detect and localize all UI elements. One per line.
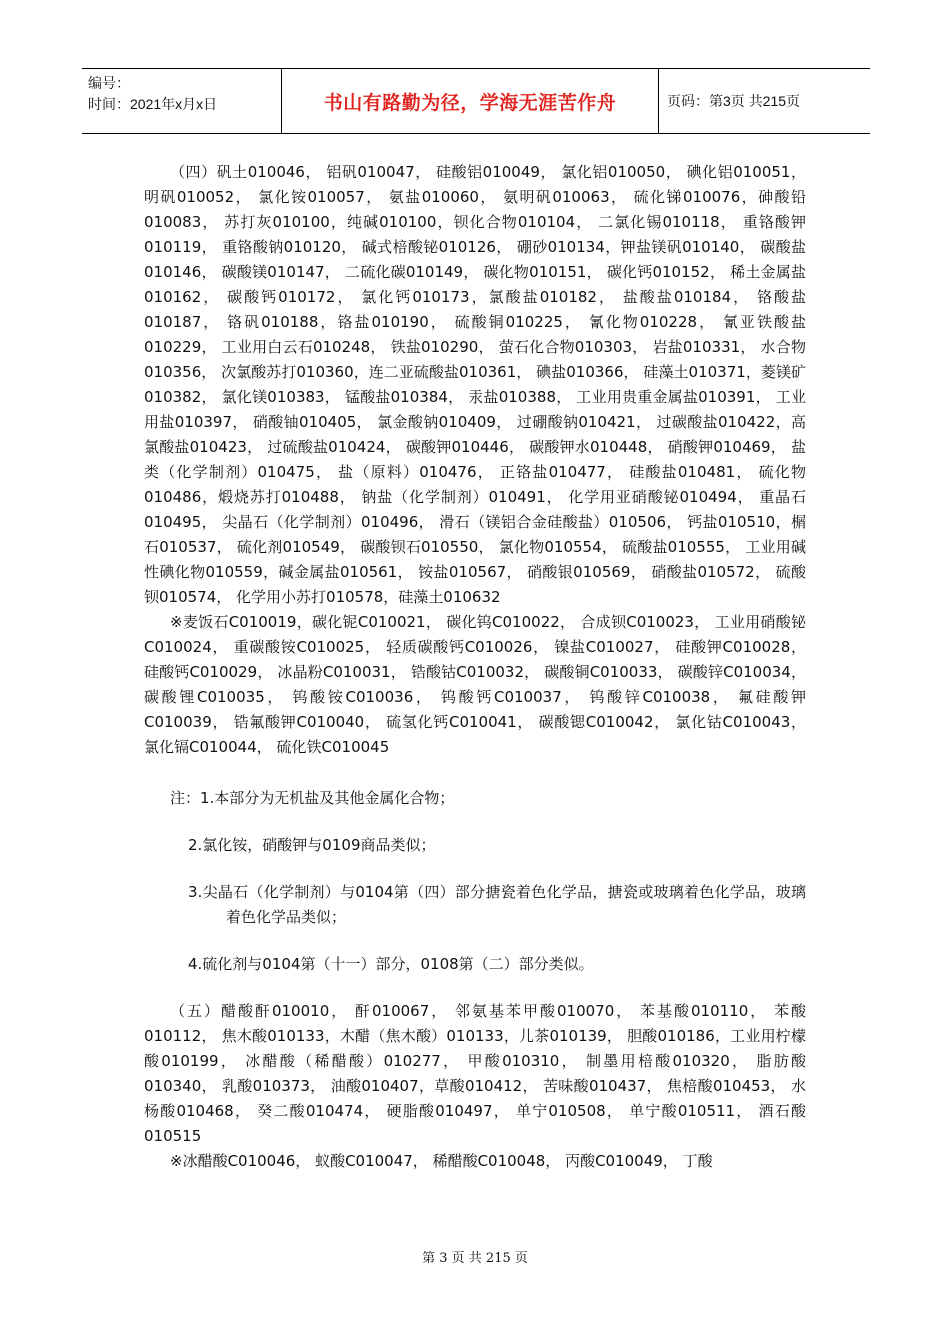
note-1: 注：1.本部分为无机盐及其他金属化合物； xyxy=(170,789,455,807)
note-3: 3.尖晶石（化学制剂）与0104第（四）部分搪瓷着色化学品，搪瓷或玻璃着色化学品，玻璃着色化学品类似； xyxy=(188,883,806,926)
header-meta-cell xyxy=(82,69,282,133)
note-4: 4.硫化剂与0104第（十一）部分，0108第（二）部分类似。 xyxy=(188,955,594,973)
doc-number-label: 编号： xyxy=(88,75,130,91)
section-4-special-paragraph: ※麦饭石C010019，碳化铌C010021， 碳化钨C010022， 合成钡C010023， 工业用硝酸铋C010024， 重碳酸铵C010025， 轻质碳酸钙C010026， 镍盐C010027， 硅酸钾C010028， 硅酸钙C010029， 冰晶粉C010031， 锆酸钴C010032， 碳酸铜C010033， 碳酸锌C010034， 碳酸锂C010035， 钨酸铵C010036， 钨酸钙C010037， 钨酸锌C010038， 氟硅酸钾C010039， 锆氟酸钾C010040， 硫氢化钙C010041， 碳酸锶C010042， 氯化钴C010043， 氯化镉C010044， 硫化铁C010045 xyxy=(144,613,806,756)
section-5-main-paragraph: （五）醋酸酐010010， 酐010067， 邻氨基苯甲酸010070， 苯基酸010110， 苯酸010112， 焦木酸010133，木醋（焦木酸）010133，儿茶010139， 胆酸010186，工业用柠檬酸010199， 冰醋酸（稀醋酸）010277， 甲酸010310， 制墨用棓酸010320， 脂肪酸010340， 乳酸010373， 油酸010407，草酸010412， 苦味酸010437， 焦棓酸010453， 水杨酸010468， 癸二酸010474， 硬脂酸010497， 单宁010508， 单宁酸010511， 酒石酸010515 xyxy=(144,1002,806,1145)
doc-date-label: 时间：2021年x月x日 xyxy=(88,96,218,112)
section-5-special-paragraph: ※冰醋酸C010046， 蚁酸C010047， 稀醋酸C010048， 丙酸C010049， 丁酸 xyxy=(170,1152,713,1170)
note-2: 2.氯化铵，硝酸钾与0109商品类似； xyxy=(188,836,436,854)
page-footer: 第 3 页 共 215 页 xyxy=(422,1251,528,1266)
section-4-main-paragraph: （四）矾土010046， 铝矾010047， 硅酸铝010049， 氯化铝010050， 碘化铝010051， 明矾010052， 氯化铵010057， 氨盐010060， 氨明矾010063， 硫化锑010076，砷酸铅010083， 苏打灰010100，纯碱010100，钡化合物010104， 二氯化锡010118， 重铬酸钾010119， 重铬酸钠010120， 碱式棓酸铋010126， 硼砂010134，钾盐镁矾010140， 碳酸盐010146， 碳酸镁010147， 二硫化碳010149， 碳化物010151， 碳化钙010152， 稀土金属盐010162， 碳酸钙010172， 氯化钙010173，氯酸盐010182， 盐酸盐010184， 铬酸盐010187， 铬矾010188，铬盐010190， 硫酸铜010225， 氰化物010228， 氰亚铁酸盐010229， 工业用白云石010248， 铁盐010290， 萤石化合物010303， 岩盐010331， 水合物010356， 次氯酸苏打010360，连二亚硫酸盐010361， 碘盐010366， 硅藻土010371，菱镁矿010382， 氯化镁010383， 锰酸盐010384， 汞盐010388， 工业用贵重金属盐010391， 工业用盐010397， 硝酸铀010405， 氯金酸钠010409， 过硼酸钠010421， 过碳酸盐010422，高氯酸盐010423， 过硫酸盐010424， 碳酸钾010446， 碳酸钾水010448， 硝酸钾010469， 盐类（化学制剂）010475， 盐（原料）010476， 正铬盐010477， 硅酸盐010481， 硫化物010486，煅烧苏打010488， 钠盐（化学制剂）010491， 化学用亚硝酸铋010494， 重晶石010495， 尖晶石（化学制剂）010496， 滑石（镁铝合金硅酸盐）010506， 钙盐010510，榍石010537， 硫化剂010549， 碳酸钡石010550， 氯化物010554， 硫酸盐010555， 工业用碱性碘化物010559，碱金属盐010561， 铵盐010567， 硝酸银010569， 硝酸盐010572， 硫酸钡010574， 化学用小苏打010578，硅藻土010632 xyxy=(144,163,806,606)
header-table xyxy=(82,68,870,134)
header-motto: 书山有路勤为径，学海无涯苦作舟 xyxy=(282,69,659,133)
document-body xyxy=(144,160,806,1174)
header-page-info: 页码：第3页 共215页 xyxy=(667,93,801,109)
